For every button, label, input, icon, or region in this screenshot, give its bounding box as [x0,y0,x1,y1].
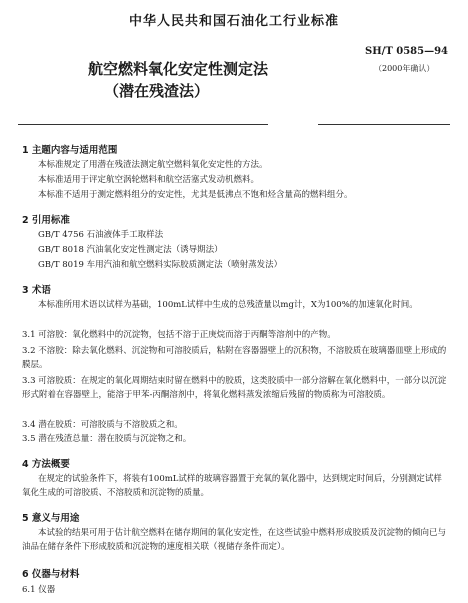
section-4-text: 在规定的试验条件下，将装有100mL试样的玻璃容器置于充氧的氧化器中，达到规定时间后，分别测定试样氧化生成的可溶胶质、不溶胶质和沉淀物的质量。 [22,474,442,498]
section-3-intro: 本标准所用术语以试样为基础，100mL试样中生成的总残渣量以mg计，X为100%的加速氧化时间。 [38,300,418,310]
standard-number: SH/T 0585—94 [365,46,448,57]
term-3-4: 3.4 潜在胶质：可溶胶质与不溶胶质之和。 [22,420,183,430]
section-3-heading: 3 术语 [22,285,51,296]
reconfirmation-note: （2000年确认） [374,64,435,73]
term-3-3: 3.3 可溶胶质：在规定的氧化周期结束时留在燃料中的胶质，这类胶质中一部分溶解在氧化燃料中，一部分以沉淀形式附着在容器壁上，能溶于甲苯-丙酮溶剂中，将氧化燃料蒸发浓缩后残留的物质称为可溶胶质。 [22,376,447,400]
section-4-heading: 4 方法概要 [22,459,70,470]
title-divider-left [18,124,268,125]
reference-3: GB/T 8019 车用汽油和航空燃料实际胶质测定法（喷射蒸发法） [38,260,283,270]
section-6-heading: 6 仪器与材料 [22,569,80,580]
term-3-1: 3.1 可溶胶：氧化燃料中的沉淀物，包括不溶于正庚烷而溶于丙酮等溶剂中的产物。 [22,330,336,340]
reference-2: GB/T 8018 汽油氧化安定性测定法（诱导期法） [38,245,223,255]
section-5-text: 本试验的结果可用于估计航空燃料在储存期间的氧化安定性，在这些试验中燃料形成胶质及沉淀物的倾向已与油品在储存条件下形成胶质和沉淀物的速度相关联（视储存条件而定）。 [22,528,447,552]
section-2-heading: 2 引用标准 [22,215,70,226]
section-1-para-2: 本标准适用于评定航空涡轮燃料和航空活塞式发动机燃料。 [38,175,260,185]
document-subtitle: （潜在残渣法） [104,82,210,100]
section-5-heading: 5 意义与用途 [22,513,80,524]
section-1-heading: 1 主题内容与适用范围 [22,145,118,156]
subsection-6-1: 6.1 仪器 [22,585,56,595]
reference-1: GB/T 4756 石油液体手工取样法 [38,230,164,240]
term-3-2: 3.2 不溶胶：除去氧化燃料、沉淀物和可溶胶质后，粘附在容器器壁上的沉积物，不溶胶质在玻璃器皿壁上形成的膜层。 [22,346,447,370]
standard-category-header: 中华人民共和国石油化工行业标准 [128,14,339,29]
section-1-para-1: 本标准规定了用潜在残渣法测定航空燃料氧化安定性的方法。 [38,160,268,170]
title-divider-right [318,124,450,125]
document-title: 航空燃料氧化安定性测定法 [88,60,269,78]
section-1-para-3: 本标准不适用于测定燃料组分的安定性，尤其是低沸点不饱和烃含量高的燃料组分。 [38,190,353,200]
term-3-5: 3.5 潜在残渣总量：潜在胶质与沉淀物之和。 [22,434,192,444]
